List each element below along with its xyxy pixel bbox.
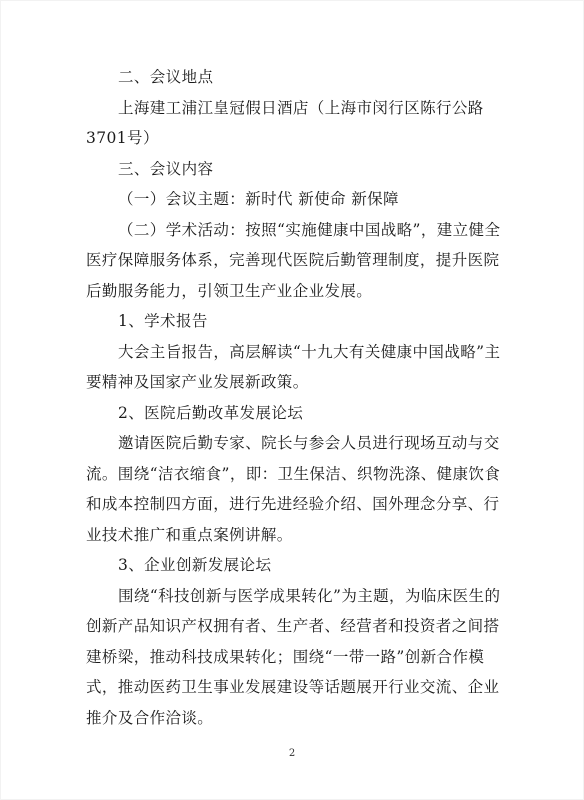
item-body-academic-report: 大会主旨报告，高层解读“十九大有关健康中国战略”主要精神及国家产业发展新政策。: [86, 342, 501, 391]
item-title-logistics-forum: 2、医院后勤改革发展论坛: [118, 403, 304, 422]
academic-paragraph: （二）学术活动：按照“实施健康中国战略”，建立健全医疗保障服务体系，完善现代医院后勤管理制度，提升医院后勤服务能力，引领卫生产业企业发展。: [86, 220, 501, 300]
section-heading-content: 三、会议内容: [118, 159, 214, 178]
item-title-academic-report: 1、学术报告: [118, 312, 208, 330]
item-body-logistics-forum: 邀请医院后勤专家、院长与参会人员进行现场互动与交流。围绕“洁衣缩食”，即：卫生保洁、织物洗涤、健康饮食和成本控制四方面，进行先进经验介绍、国外理念分享、行业技术推广和重点案例讲解。: [86, 434, 501, 544]
theme-paragraph: （一）会议主题：新时代 新使命 新保障: [118, 190, 399, 208]
item-body-innovation-forum: 围绕“科技创新与医学成果转化”为主题，为临床医生的创新产品知识产权拥有者、生产者、经营者和投资者之间搭建桥梁，推动科技成果转化；围绕“一带一路”创新合作模式，推动医药卫生事业发展建设等话题展开行业交流、企业推介及合作洽谈。: [86, 586, 501, 727]
item-title-innovation-forum: 3、企业创新发展论坛: [118, 556, 272, 574]
section-heading-venue: 二、会议地点: [118, 68, 214, 86]
venue-paragraph: 上海建工浦江皇冠假日酒店（上海市闵行区陈行公路3701号）: [86, 98, 484, 147]
page-number: 2: [288, 748, 296, 759]
document-body: [86, 62, 514, 733]
